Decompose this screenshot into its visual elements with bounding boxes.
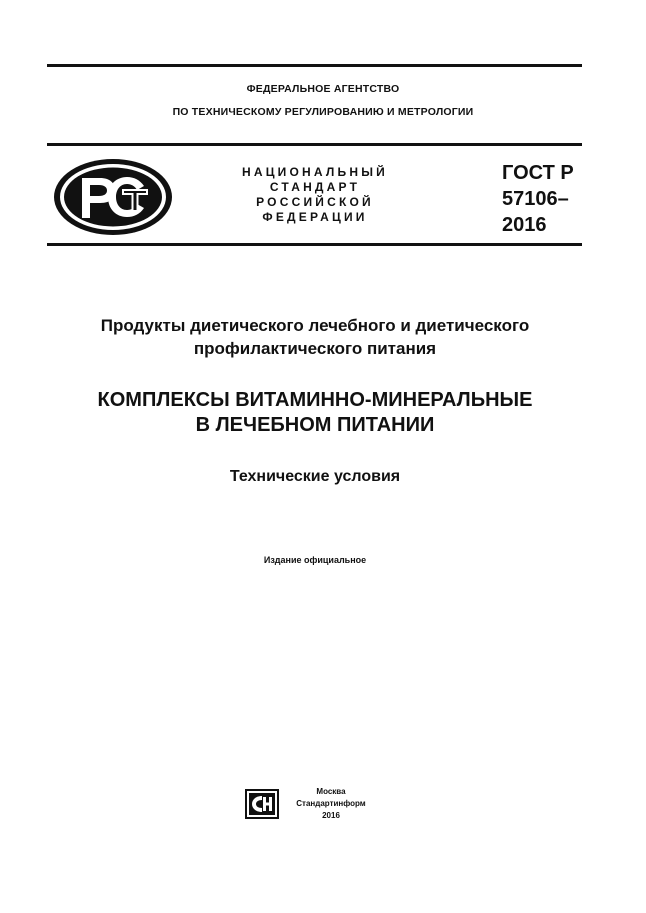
agency-line-2: ПО ТЕХНИЧЕСКОМУ РЕГУЛИРОВАНИЮ И МЕТРОЛОГИИ (172, 106, 474, 118)
designation-line-3: 2016 (502, 214, 547, 236)
publisher-name: Стандартинформ (296, 799, 366, 808)
document-subtitle: Технические условия (229, 468, 401, 485)
publisher-year: 2016 (322, 811, 340, 820)
edition-note: Издание официальное (263, 555, 367, 565)
product-category-title (0, 314, 630, 360)
national-standard-line-2: СТАНДАРТ (269, 180, 361, 194)
main-title-line-1: КОМПЛЕКСЫ ВИТАМИННО-МИНЕРАЛЬНЫЕ (97, 389, 533, 411)
national-standard-line-1: НАЦИОНАЛЬНЫЙ (241, 165, 389, 179)
rst-emblem-icon (52, 156, 174, 238)
header-rule-bottom (47, 243, 582, 246)
top-rule (47, 64, 582, 67)
product-category-line-2: профилактического питания (193, 339, 437, 358)
document-main-title (0, 388, 630, 438)
national-standard-line-4: ФЕДЕРАЦИИ (262, 210, 368, 224)
designation-line-1: ГОСТ Р (502, 162, 574, 184)
agency-line-1: ФЕДЕРАЛЬНОЕ АГЕНТСТВО (246, 83, 400, 95)
main-title-line-2: В ЛЕЧЕБНОМ ПИТАНИИ (195, 414, 435, 436)
designation-line-2: 57106– (502, 188, 569, 210)
standartinform-logo-icon (245, 789, 279, 819)
national-standard-line-3: РОССИЙСКОЙ (256, 195, 374, 209)
national-standard-label (205, 165, 425, 225)
publisher-city: Москва (316, 787, 346, 796)
header-rule-top (47, 143, 582, 146)
product-category-line-1: Продукты диетического лечебного и диетического (100, 316, 530, 335)
standard-designation (502, 160, 574, 238)
publisher-info (286, 786, 376, 822)
